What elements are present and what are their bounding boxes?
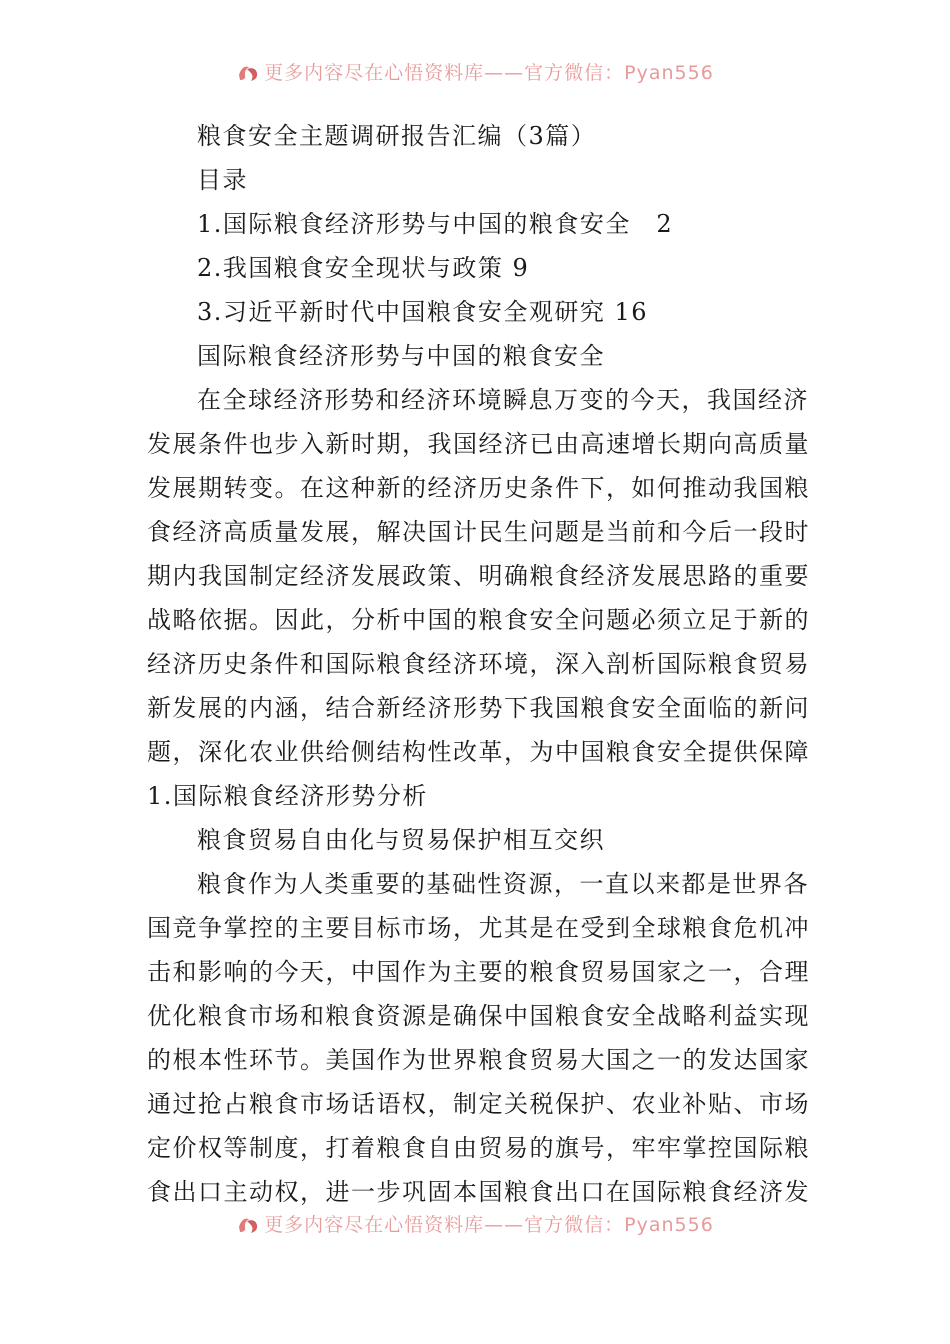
- watermark-text: 更多内容尽在心悟资料库——官方微信：Pyan556: [264, 1214, 714, 1236]
- paragraph-line: 食出口主动权，进一步巩固本国粮食出口在国际粮食经济发: [147, 1178, 810, 1206]
- paragraph-line: 期内我国制定经济发展政策、明确粮食经济发展思路的重要: [147, 562, 810, 590]
- paragraph-line: 定价权等制度，打着粮食自由贸易的旗号，牢牢掌控国际粮: [147, 1134, 810, 1162]
- watermark-footer: [0, 1210, 950, 1237]
- watermark-header: [0, 58, 950, 85]
- toc-item: 1.国际粮食经济形势与中国的粮食安全 2: [197, 210, 674, 238]
- paragraph-line: 粮食作为人类重要的基础性资源，一直以来都是世界各: [197, 870, 809, 898]
- paragraph-line: 题，深化农业供给侧结构性改革，为中国粮食安全提供保障: [147, 738, 810, 766]
- watermark-text: 更多内容尽在心悟资料库——官方微信：Pyan556: [264, 62, 714, 84]
- paragraph-line: 优化粮食市场和粮食资源是确保中国粮食安全战略利益实现: [147, 1002, 810, 1030]
- paragraph-line: 国竞争掌控的主要目标市场，尤其是在受到全球粮食危机冲: [147, 914, 810, 942]
- paragraph-line: 发展期转变。在这种新的经济历史条件下，如何推动我国粮: [147, 474, 810, 502]
- subsubsection-title: 粮食贸易自由化与贸易保护相互交织: [197, 826, 605, 854]
- toc-item: 2.我国粮食安全现状与政策 9: [197, 254, 530, 282]
- paragraph-2: [147, 862, 810, 1214]
- paragraph-1: [147, 378, 810, 774]
- paragraph-line: 新发展的内涵，结合新经济形势下我国粮食安全面临的新问: [147, 694, 810, 722]
- paragraph-line: 通过抢占粮食市场话语权，制定关税保护、农业补贴、市场: [147, 1090, 810, 1118]
- toc-heading: 目录: [197, 166, 248, 194]
- document-body: [147, 114, 810, 1214]
- paragraph-line: 战略依据。因此，分析中国的粮食安全问题必须立足于新的: [147, 606, 810, 634]
- paragraph-line: 发展条件也步入新时期，我国经济已由高速增长期向高质量: [147, 430, 810, 458]
- document-title: 粮食安全主题调研报告汇编（3篇）: [197, 122, 597, 150]
- watermark-logo-icon: [236, 61, 260, 83]
- watermark-logo-icon: [236, 1213, 260, 1235]
- paragraph-line: 经济历史条件和国际粮食经济环境，深入剖析国际粮食贸易: [147, 650, 810, 678]
- paragraph-line: 的根本性环节。美国作为世界粮食贸易大国之一的发达国家: [147, 1046, 810, 1074]
- paragraph-line: 食经济高质量发展，解决国计民生问题是当前和今后一段时: [147, 518, 810, 546]
- toc-item: 3.习近平新时代中国粮食安全观研究 16: [197, 298, 649, 326]
- section-title: 国际粮食经济形势与中国的粮食安全: [197, 342, 605, 370]
- paragraph-line: 在全球经济形势和经济环境瞬息万变的今天，我国经济: [197, 386, 809, 414]
- subsection-title: 1.国际粮食经济形势分析: [147, 782, 428, 810]
- paragraph-line: 击和影响的今天，中国作为主要的粮食贸易国家之一，合理: [147, 958, 810, 986]
